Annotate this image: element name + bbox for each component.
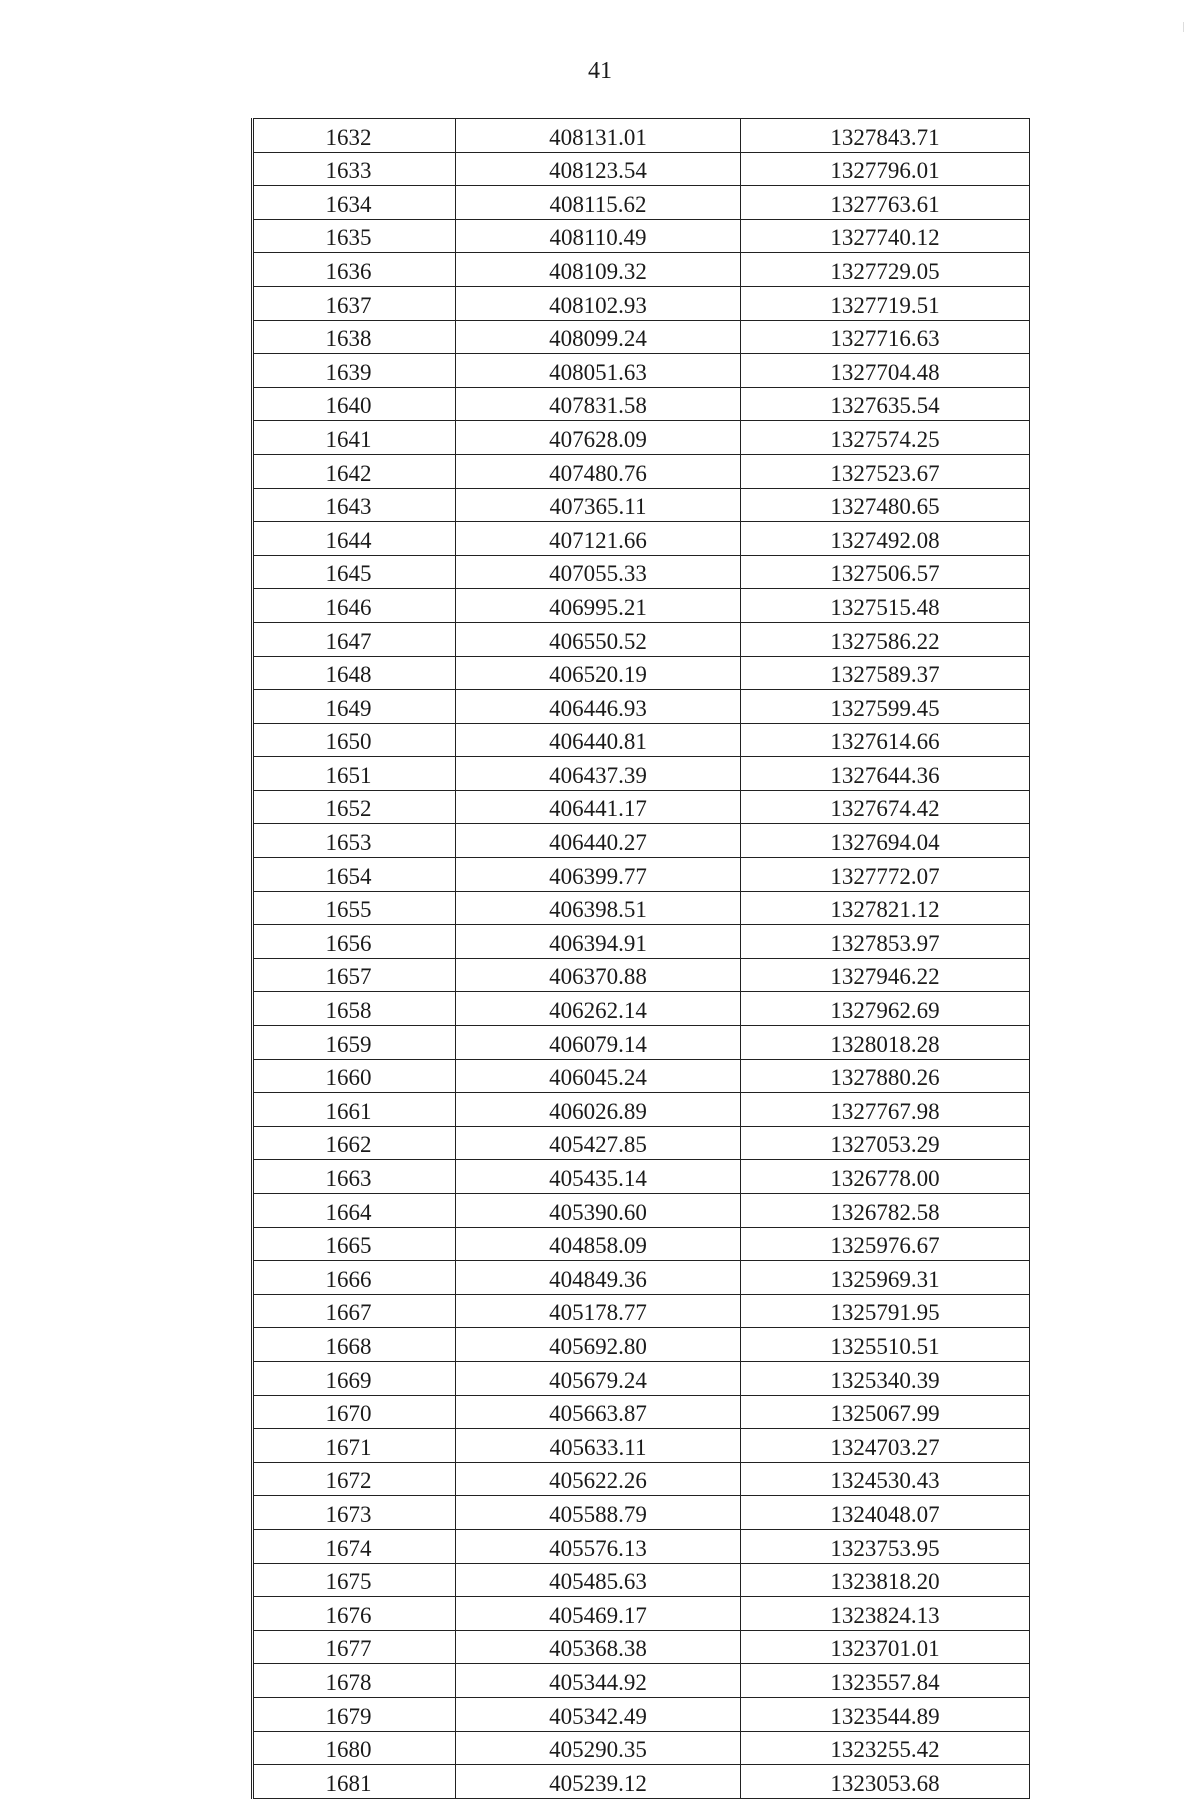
point-number-cell: 1662 — [253, 1126, 456, 1160]
y-coordinate-cell: 1327740.12 — [741, 219, 1030, 253]
table-row — [253, 891, 1030, 925]
table-row — [253, 1731, 1030, 1765]
y-coordinate-cell: 1327492.08 — [741, 522, 1030, 556]
y-coordinate-cell: 1326782.58 — [741, 1194, 1030, 1228]
x-coordinate-cell: 405239.12 — [456, 1765, 741, 1799]
table-row — [253, 286, 1030, 320]
y-coordinate-cell: 1327589.37 — [741, 656, 1030, 690]
point-number-cell: 1665 — [253, 1227, 456, 1261]
table-row — [253, 119, 1030, 153]
y-coordinate-cell: 1327674.42 — [741, 790, 1030, 824]
point-number-cell: 1637 — [253, 286, 456, 320]
table-row — [253, 790, 1030, 824]
table-row — [253, 656, 1030, 690]
y-coordinate-cell: 1323557.84 — [741, 1664, 1030, 1698]
table-row — [253, 1630, 1030, 1664]
table-row — [253, 522, 1030, 556]
y-coordinate-cell: 1327962.69 — [741, 992, 1030, 1026]
x-coordinate-cell: 405633.11 — [456, 1429, 741, 1463]
x-coordinate-cell: 405469.17 — [456, 1597, 741, 1631]
table-row — [253, 1126, 1030, 1160]
x-coordinate-cell: 408110.49 — [456, 219, 741, 253]
table-row — [253, 958, 1030, 992]
x-coordinate-cell: 406440.81 — [456, 723, 741, 757]
table-row — [253, 354, 1030, 388]
table-row — [253, 723, 1030, 757]
y-coordinate-cell: 1327880.26 — [741, 1059, 1030, 1093]
y-coordinate-cell: 1327506.57 — [741, 555, 1030, 589]
table-row — [253, 186, 1030, 220]
y-coordinate-cell: 1327946.22 — [741, 958, 1030, 992]
point-number-cell: 1669 — [253, 1361, 456, 1395]
x-coordinate-cell: 406550.52 — [456, 622, 741, 656]
table-row — [253, 622, 1030, 656]
table-row — [253, 1059, 1030, 1093]
y-coordinate-cell: 1327704.48 — [741, 354, 1030, 388]
x-coordinate-cell: 405178.77 — [456, 1294, 741, 1328]
x-coordinate-cell: 405663.87 — [456, 1395, 741, 1429]
point-number-cell: 1645 — [253, 555, 456, 589]
point-number-cell: 1678 — [253, 1664, 456, 1698]
x-coordinate-cell: 405435.14 — [456, 1160, 741, 1194]
point-number-cell: 1635 — [253, 219, 456, 253]
point-number-cell: 1651 — [253, 757, 456, 791]
table-row — [253, 1563, 1030, 1597]
y-coordinate-cell: 1327843.71 — [741, 119, 1030, 153]
y-coordinate-cell: 1325791.95 — [741, 1294, 1030, 1328]
y-coordinate-cell: 1325510.51 — [741, 1328, 1030, 1362]
table-row — [253, 1765, 1030, 1799]
point-number-cell: 1639 — [253, 354, 456, 388]
x-coordinate-cell: 406079.14 — [456, 1026, 741, 1060]
table-row — [253, 387, 1030, 421]
table-row — [253, 152, 1030, 186]
x-coordinate-cell: 406441.17 — [456, 790, 741, 824]
y-coordinate-cell: 1328018.28 — [741, 1026, 1030, 1060]
point-number-cell: 1661 — [253, 1093, 456, 1127]
point-number-cell: 1649 — [253, 690, 456, 724]
table-row — [253, 1597, 1030, 1631]
point-number-cell: 1648 — [253, 656, 456, 690]
table-row — [253, 1328, 1030, 1362]
y-coordinate-cell: 1323824.13 — [741, 1597, 1030, 1631]
point-number-cell: 1676 — [253, 1597, 456, 1631]
point-number-cell: 1650 — [253, 723, 456, 757]
y-coordinate-cell: 1327719.51 — [741, 286, 1030, 320]
y-coordinate-cell: 1327796.01 — [741, 152, 1030, 186]
y-coordinate-cell: 1325969.31 — [741, 1261, 1030, 1295]
x-coordinate-cell: 408109.32 — [456, 253, 741, 287]
table-row — [253, 320, 1030, 354]
point-number-cell: 1667 — [253, 1294, 456, 1328]
x-coordinate-cell: 405692.80 — [456, 1328, 741, 1362]
point-number-cell: 1642 — [253, 454, 456, 488]
x-coordinate-cell: 406394.91 — [456, 925, 741, 959]
point-number-cell: 1672 — [253, 1462, 456, 1496]
point-number-cell: 1641 — [253, 421, 456, 455]
x-coordinate-cell: 406995.21 — [456, 589, 741, 623]
y-coordinate-cell: 1323544.89 — [741, 1697, 1030, 1731]
y-coordinate-cell: 1327729.05 — [741, 253, 1030, 287]
point-number-cell: 1677 — [253, 1630, 456, 1664]
point-number-cell: 1679 — [253, 1697, 456, 1731]
x-coordinate-cell: 405368.38 — [456, 1630, 741, 1664]
x-coordinate-cell: 406446.93 — [456, 690, 741, 724]
point-number-cell: 1652 — [253, 790, 456, 824]
table-row — [253, 589, 1030, 623]
x-coordinate-cell: 406398.51 — [456, 891, 741, 925]
table-row — [253, 421, 1030, 455]
table-row — [253, 488, 1030, 522]
point-number-cell: 1659 — [253, 1026, 456, 1060]
x-coordinate-cell: 406045.24 — [456, 1059, 741, 1093]
y-coordinate-cell: 1323701.01 — [741, 1630, 1030, 1664]
y-coordinate-cell: 1327772.07 — [741, 858, 1030, 892]
y-coordinate-cell: 1327053.29 — [741, 1126, 1030, 1160]
x-coordinate-cell: 405576.13 — [456, 1529, 741, 1563]
x-coordinate-cell: 404858.09 — [456, 1227, 741, 1261]
x-coordinate-cell: 405290.35 — [456, 1731, 741, 1765]
x-coordinate-cell: 406440.27 — [456, 824, 741, 858]
table-row — [253, 1227, 1030, 1261]
point-number-cell: 1653 — [253, 824, 456, 858]
point-number-cell: 1681 — [253, 1765, 456, 1799]
y-coordinate-cell: 1324703.27 — [741, 1429, 1030, 1463]
y-coordinate-cell: 1327614.66 — [741, 723, 1030, 757]
y-coordinate-cell: 1327767.98 — [741, 1093, 1030, 1127]
y-coordinate-cell: 1325976.67 — [741, 1227, 1030, 1261]
x-coordinate-cell: 404849.36 — [456, 1261, 741, 1295]
y-coordinate-cell: 1327763.61 — [741, 186, 1030, 220]
table-row — [253, 1160, 1030, 1194]
y-coordinate-cell: 1327574.25 — [741, 421, 1030, 455]
table-row — [253, 1026, 1030, 1060]
y-coordinate-cell: 1326778.00 — [741, 1160, 1030, 1194]
y-coordinate-cell: 1323053.68 — [741, 1765, 1030, 1799]
y-coordinate-cell: 1324530.43 — [741, 1462, 1030, 1496]
y-coordinate-cell: 1327515.48 — [741, 589, 1030, 623]
table-row — [253, 1529, 1030, 1563]
y-coordinate-cell: 1325067.99 — [741, 1395, 1030, 1429]
point-number-cell: 1656 — [253, 925, 456, 959]
y-coordinate-cell: 1323255.42 — [741, 1731, 1030, 1765]
point-number-cell: 1671 — [253, 1429, 456, 1463]
x-coordinate-cell: 407121.66 — [456, 522, 741, 556]
table-row — [253, 219, 1030, 253]
table-row — [253, 1697, 1030, 1731]
table-row — [253, 1395, 1030, 1429]
point-number-cell: 1673 — [253, 1496, 456, 1530]
coordinates-table-body — [253, 119, 1030, 1799]
x-coordinate-cell: 406370.88 — [456, 958, 741, 992]
table-row — [253, 824, 1030, 858]
table-row — [253, 1294, 1030, 1328]
table-row — [253, 1462, 1030, 1496]
y-coordinate-cell: 1327635.54 — [741, 387, 1030, 421]
point-number-cell: 1660 — [253, 1059, 456, 1093]
x-coordinate-cell: 406437.39 — [456, 757, 741, 791]
point-number-cell: 1655 — [253, 891, 456, 925]
x-coordinate-cell: 405679.24 — [456, 1361, 741, 1395]
table-row — [253, 1093, 1030, 1127]
x-coordinate-cell: 406520.19 — [456, 656, 741, 690]
x-coordinate-cell: 408051.63 — [456, 354, 741, 388]
x-coordinate-cell: 408099.24 — [456, 320, 741, 354]
scan-mark — [1183, 22, 1184, 32]
x-coordinate-cell: 405588.79 — [456, 1496, 741, 1530]
y-coordinate-cell: 1324048.07 — [741, 1496, 1030, 1530]
table-row — [253, 757, 1030, 791]
point-number-cell: 1632 — [253, 119, 456, 153]
x-coordinate-cell: 405485.63 — [456, 1563, 741, 1597]
y-coordinate-cell: 1323818.20 — [741, 1563, 1030, 1597]
point-number-cell: 1633 — [253, 152, 456, 186]
point-number-cell: 1643 — [253, 488, 456, 522]
y-coordinate-cell: 1327644.36 — [741, 757, 1030, 791]
point-number-cell: 1636 — [253, 253, 456, 287]
y-coordinate-cell: 1327853.97 — [741, 925, 1030, 959]
table-row — [253, 925, 1030, 959]
x-coordinate-cell: 407628.09 — [456, 421, 741, 455]
y-coordinate-cell: 1327716.63 — [741, 320, 1030, 354]
x-coordinate-cell: 405390.60 — [456, 1194, 741, 1228]
y-coordinate-cell: 1327599.45 — [741, 690, 1030, 724]
x-coordinate-cell: 408102.93 — [456, 286, 741, 320]
table-row — [253, 1261, 1030, 1295]
point-number-cell: 1644 — [253, 522, 456, 556]
x-coordinate-cell: 407480.76 — [456, 454, 741, 488]
point-number-cell: 1658 — [253, 992, 456, 1026]
point-number-cell: 1647 — [253, 622, 456, 656]
x-coordinate-cell: 407055.33 — [456, 555, 741, 589]
table-row — [253, 555, 1030, 589]
table-row — [253, 1429, 1030, 1463]
x-coordinate-cell: 407365.11 — [456, 488, 741, 522]
point-number-cell: 1680 — [253, 1731, 456, 1765]
point-number-cell: 1675 — [253, 1563, 456, 1597]
table-row — [253, 1361, 1030, 1395]
point-number-cell: 1640 — [253, 387, 456, 421]
x-coordinate-cell: 405622.26 — [456, 1462, 741, 1496]
x-coordinate-cell: 406026.89 — [456, 1093, 741, 1127]
y-coordinate-cell: 1327523.67 — [741, 454, 1030, 488]
x-coordinate-cell: 406399.77 — [456, 858, 741, 892]
y-coordinate-cell: 1323753.95 — [741, 1529, 1030, 1563]
point-number-cell: 1674 — [253, 1529, 456, 1563]
x-coordinate-cell: 408115.62 — [456, 186, 741, 220]
point-number-cell: 1634 — [253, 186, 456, 220]
table-row — [253, 690, 1030, 724]
y-coordinate-cell: 1327821.12 — [741, 891, 1030, 925]
x-coordinate-cell: 408123.54 — [456, 152, 741, 186]
point-number-cell: 1638 — [253, 320, 456, 354]
x-coordinate-cell: 405342.49 — [456, 1697, 741, 1731]
x-coordinate-cell: 407831.58 — [456, 387, 741, 421]
point-number-cell: 1668 — [253, 1328, 456, 1362]
y-coordinate-cell: 1327694.04 — [741, 824, 1030, 858]
page-number: 41 — [588, 58, 612, 84]
point-number-cell: 1646 — [253, 589, 456, 623]
x-coordinate-cell: 405344.92 — [456, 1664, 741, 1698]
y-coordinate-cell: 1327586.22 — [741, 622, 1030, 656]
point-number-cell: 1654 — [253, 858, 456, 892]
point-number-cell: 1657 — [253, 958, 456, 992]
table-row — [253, 858, 1030, 892]
point-number-cell: 1664 — [253, 1194, 456, 1228]
coordinates-table — [251, 118, 1030, 1799]
table-row — [253, 1194, 1030, 1228]
table-row — [253, 1496, 1030, 1530]
table-row — [253, 1664, 1030, 1698]
y-coordinate-cell: 1325340.39 — [741, 1361, 1030, 1395]
point-number-cell: 1663 — [253, 1160, 456, 1194]
point-number-cell: 1670 — [253, 1395, 456, 1429]
table-row — [253, 253, 1030, 287]
point-number-cell: 1666 — [253, 1261, 456, 1295]
x-coordinate-cell: 408131.01 — [456, 119, 741, 153]
x-coordinate-cell: 405427.85 — [456, 1126, 741, 1160]
table-row — [253, 454, 1030, 488]
table-row — [253, 992, 1030, 1026]
x-coordinate-cell: 406262.14 — [456, 992, 741, 1026]
y-coordinate-cell: 1327480.65 — [741, 488, 1030, 522]
